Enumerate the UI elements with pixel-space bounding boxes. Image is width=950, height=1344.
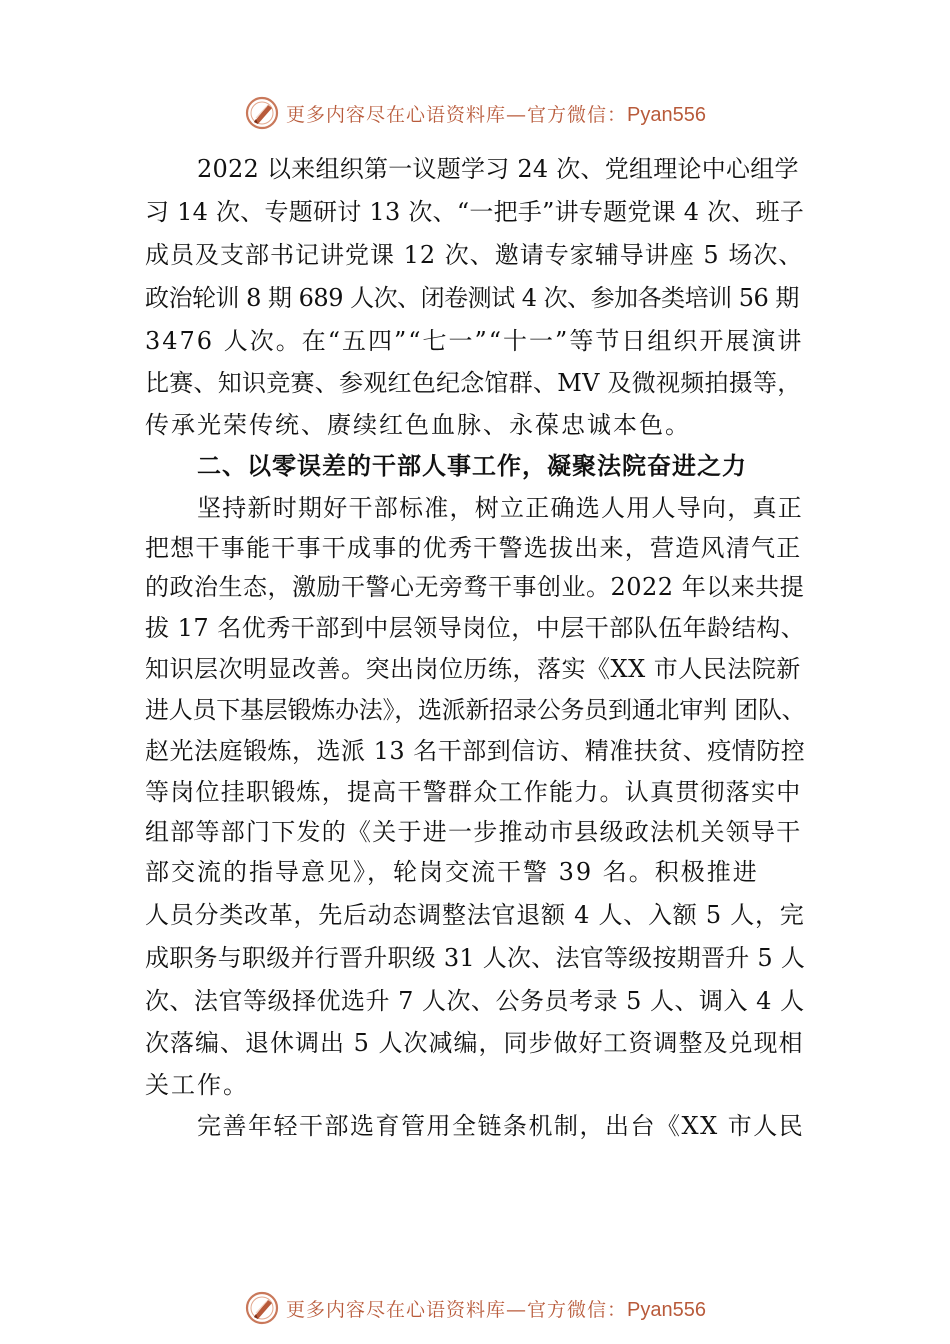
body-line: 成职务与职级并行晋升职级 31 人次、法官等级按期晋升 5 人	[145, 944, 806, 972]
body-line: 比赛、知识竞赛、参观红色纪念馆群、MV 及微视频拍摄等，	[145, 369, 802, 397]
watermark-text	[286, 100, 706, 127]
watermark-dash: —	[506, 101, 528, 126]
watermark-wechat-id: Pyan556	[627, 1298, 706, 1321]
body-line: 赵光法庭锻炼，选派 13 名干部到信访、精准扶贫、疫情防控	[145, 737, 806, 765]
body-line: 成员及支部书记讲党课 12 次、邀请专家辅导讲座 5 场次、	[145, 241, 804, 269]
body-line: 完善年轻干部选育管用全链条机制，出台《XX 市人民	[197, 1112, 805, 1140]
body-line: 部交流的指导意见》，轮岗交流干警 39 名。积极推进	[145, 858, 759, 886]
watermark-banner-bottom	[0, 1288, 950, 1328]
body-line: 习 14 次、专题研讨 13 次、“一把手”讲专题党课 4 次、班子	[145, 198, 805, 226]
body-line: 人员分类改革，先后动态调整法官退额 4 人、入额 5 人，完	[145, 901, 805, 929]
body-line: 3476 人次。在“五四”“七一”“十一”等节日组织开展演讲	[145, 327, 804, 355]
watermark-dash: —	[506, 1296, 528, 1321]
pen-nib-circle-icon	[244, 1290, 280, 1326]
watermark-banner-top	[0, 93, 950, 133]
body-line: 次落编、退休调出 5 人次减编，同步做好工资调整及兑现相	[145, 1029, 804, 1057]
body-line: 的政治生态，激励干警心无旁骛干事创业。2022 年以来共提	[145, 573, 805, 601]
watermark-wechat-id: Pyan556	[627, 103, 706, 126]
watermark-text	[286, 1295, 706, 1322]
section-heading: 二、以零误差的干部人事工作，凝聚法院奋进之力	[197, 452, 747, 480]
body-line: 知识层次明显改善。突出岗位历练，落实《XX 市人民法院新	[145, 655, 801, 683]
body-line: 次、法官等级择优选升 7 人次、公务员考录 5 人、调入 4 人	[145, 987, 805, 1015]
body-line: 坚持新时期好干部标准，树立正确选人用人导向，真正	[197, 494, 803, 522]
pen-nib-circle-icon	[244, 95, 280, 131]
body-line: 传承光荣传统、赓续红色血脉、永葆忠诚本色。	[145, 411, 691, 439]
body-line: 政治轮训 8 期 689 人次、闭卷测试 4 次、参加各类培训 56 期	[145, 284, 799, 312]
body-line: 进人员下基层锻炼办法》，选派新招录公务员到通北审判 团队、	[145, 696, 806, 724]
body-line: 组部等部门下发的《关于进一步推动市县级政法机关领导干	[145, 818, 802, 846]
body-line: 拔 17 名优秀干部到中层领导岗位，中层干部队伍年龄结构、	[145, 614, 806, 642]
watermark-label: 更多内容尽在心语资料库	[286, 1298, 507, 1321]
body-line: 2022 以来组织第一议题学习 24 次、党组理论中心组学	[197, 155, 799, 183]
body-line: 关工作。	[145, 1071, 249, 1099]
watermark-wechat-label: 官方微信：	[527, 103, 628, 126]
body-line: 等岗位挂职锻炼，提高干警群众工作能力。认真贯彻落实中	[145, 778, 802, 806]
body-line: 把想干事能干事干成事的优秀干警选拔出来，营造风清气正	[145, 534, 802, 562]
watermark-label: 更多内容尽在心语资料库	[286, 103, 507, 126]
watermark-wechat-label: 官方微信：	[527, 1298, 628, 1321]
